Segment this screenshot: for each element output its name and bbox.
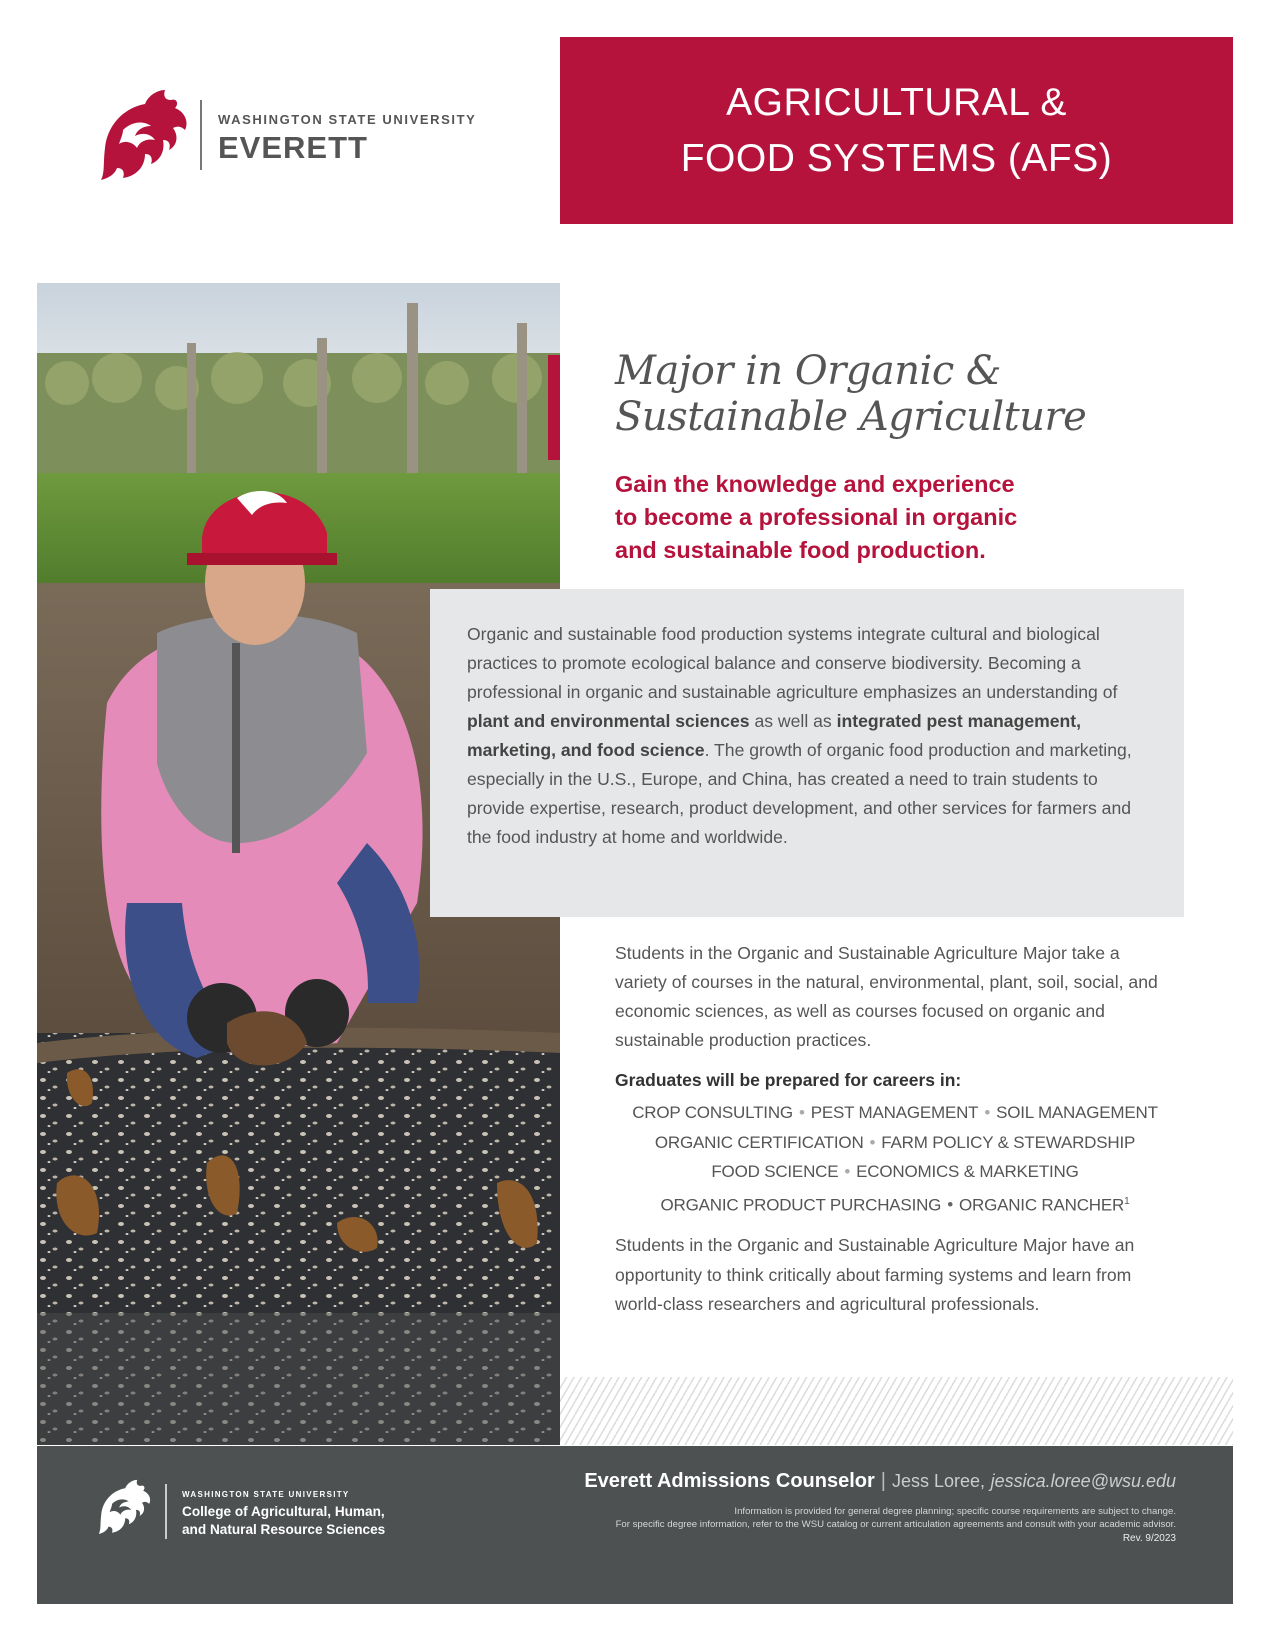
career-item: ORGANIC CERTIFICATION [654,1132,864,1152]
career-separator: • [844,1162,851,1181]
cougar-head-logo-icon [93,86,193,181]
counselor-email-link[interactable]: jessica.loree@wsu.edu [990,1471,1176,1491]
footer [37,1446,1233,1604]
logo-divider [200,100,202,170]
career-separator: • [947,1195,953,1215]
career-item: SOIL MANAGEMENT [996,1103,1158,1122]
career-separator: • [984,1103,991,1122]
careers-heading: Graduates will be prepared for careers in: [615,1070,962,1090]
intro-bold-a: plant and environmental sciences [467,711,750,731]
admissions-counselor [584,1470,1176,1493]
counselor-separator: | [880,1470,886,1492]
intro-text-a: Organic and sustainable food production systems integrate cultural and biological practices to promote ecological balance and conserve biodiversity. Becoming a professional in organic and sustainable agriculture emphasizes an understanding of [467,624,1118,702]
counselor-name: Jess Loree, [892,1471,986,1491]
intro-paragraph [467,620,1137,852]
major-heading-line1: Major in Organic & [615,348,1002,394]
career-item: ECONOMICS & MARKETING [856,1162,1079,1181]
program-title-banner [560,37,1233,224]
footer-college-line2: and Natural Resource Sciences [182,1522,386,1537]
careers-line-2 [615,1128,1175,1158]
intro-box [430,589,1184,917]
disclaimer-line2: For specific degree information, refer to the WSU catalog or current articulation agreements and consult with your academic advisor. [615,1519,1176,1530]
footnote-mark: 1 [1124,1195,1130,1207]
intro-text-c: . The growth of organic food production and marketing, especially in the U.S., Europe, and China, has created a need to train students to provide expertise, research, product development, and other services for farmers and the food industry at home and worldwide. [467,740,1132,847]
career-item: FOOD SCIENCE [711,1162,839,1181]
careers-list [615,1098,1175,1220]
career-item: PEST MANAGEMENT [810,1103,979,1122]
tagline-line2: to become a professional in organic [615,504,1018,530]
counselor-title: Everett Admissions Counselor [584,1470,875,1492]
major-heading [615,348,1215,440]
career-item: FARM POLICY & STEWARDSHIP [881,1132,1136,1152]
major-tagline [615,468,1135,567]
footer-college-line1: College of Agricultural, Human, [182,1504,385,1519]
logo-campus-name: EVERETT [218,130,368,165]
logo-university-name: WASHINGTON STATE UNIVERSITY [218,112,477,127]
tagline-line1: Gain the knowledge and experience [615,471,1015,497]
closing-paragraph: Students in the Organic and Sustainable Agriculture Major have an opportunity to think critically about farming systems and learn from world-class researchers and agricultural professionals. [615,1235,1135,1314]
hatch-pattern-band [560,1377,1233,1445]
footer-university-name: WASHINGTON STATE UNIVERSITY [182,1490,350,1499]
accent-bar [548,355,560,460]
courses-paragraph: Students in the Organic and Sustainable Agriculture Major take a variety of courses in the natural, environmental, plant, soil, social, and economic sciences, as well as courses focused on organic and sustainable production practices. [615,943,1158,1050]
career-item: ORGANIC RANCHER [958,1195,1125,1215]
careers-line-1 [615,1098,1175,1128]
career-item: CROP CONSULTING [632,1103,793,1122]
intro-bold-b: integrated pest management, marketing, and food science [467,711,1082,760]
careers-line-4 [615,1187,1175,1220]
cougar-head-logo-icon [94,1472,154,1540]
career-separator: • [869,1132,876,1152]
major-heading-line2: Sustainable Agriculture [615,394,1087,440]
wsu-everett-logo [93,86,513,181]
tagline-line3: and sustainable food production. [615,537,986,563]
career-separator: • [798,1103,805,1122]
disclaimer-line1: Information is provided for general degree planning; specific course requirements are subject to change. [734,1506,1176,1517]
careers-line-3 [615,1157,1175,1187]
program-title-line2: FOOD SYSTEMS (AFS) [680,136,1113,180]
revision-date: Rev. 9/2023 [1122,1533,1176,1544]
intro-text-b: as well as [749,711,837,731]
career-item: ORGANIC PRODUCT PURCHASING [660,1195,942,1215]
program-title-line1: AGRICULTURAL & [726,80,1067,124]
footer-logo-divider [165,1484,167,1539]
